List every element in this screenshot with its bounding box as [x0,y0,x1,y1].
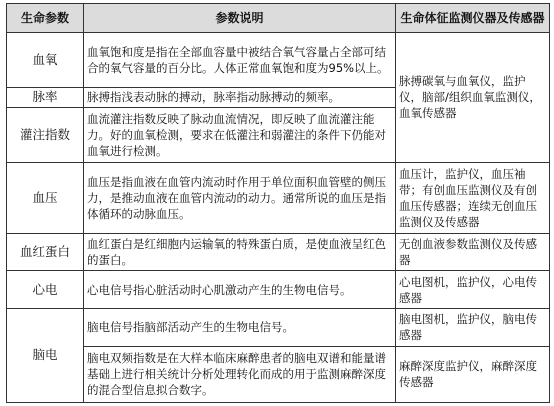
desc-eeg: 脑电信号指脑部活动产生的生物电信号。 [84,308,396,346]
vital-signs-table-container [6,3,549,403]
desc-perfusion: 血流灌注指数反映了脉动血流情况，即反映了血流灌注能力。好的血氧检测，要求在低灌注和弱灌注的条件下仍能对血氧进行检测。 [84,108,396,162]
desc-bp: 血压是指血液在血管内流动时作用于单位面积血管壁的侧压力，是推动血液在血管内流动的动力。通常所说的血压是指体循环的动脉血压。 [84,162,396,233]
param-hb: 血红蛋白 [7,233,84,271]
table-row-bp [7,162,550,233]
devices-bp: 血压计，监护仪，血压袖带；有创血压监测仪及有创血压传感器；连续无创血压监测仪及传感器 [396,162,550,233]
desc-spo2: 血氧饱和度是指在全部血容量中被结合氧气容量占全部可结合的氧气容量的百分比。人体正常血氧饱和度为95%以上。 [84,33,396,87]
header-devices: 生命体征监测仪器及传感器 [396,4,550,33]
desc-bis: 脑电双频指数是在大样本临床麻醉患者的脑电双谱和能量谱基础上进行相关统计分析处理转化而成的用于监测麻醉深度的混合型信息拟合数字。 [84,346,396,402]
table-row-ecg [7,271,550,309]
header-description: 参数说明 [84,4,396,33]
devices-oximetry: 脉搏碳氧与血氧仪，监护仪，脑部/组织血氧监测仪，血氧传感器 [396,33,550,163]
param-perfusion: 灌注指数 [7,108,84,162]
desc-ecg: 心电信号指心脏活动时心肌激动产生的生物电信号。 [84,271,396,309]
desc-pulse: 脉搏指浅表动脉的搏动，脉率指动脉搏动的频率。 [84,87,396,108]
devices-ecg: 心电图机，监护仪，心电传感器 [396,271,550,309]
param-pulse: 脉率 [7,87,84,108]
param-ecg: 心电 [7,271,84,309]
param-eeg: 脑电 [7,308,84,402]
devices-hb: 无创血液参数监测仪及传感器 [396,233,550,271]
table-row-spo2 [7,33,550,87]
header-param: 生命参数 [7,4,84,33]
table-row-hb [7,233,550,271]
param-spo2: 血氧 [7,33,84,87]
vital-signs-table [6,3,550,403]
table-header-row [7,4,550,33]
table-row-eeg [7,308,550,346]
desc-hb: 血红蛋白是红细胞内运输氧的特殊蛋白质，是使血液呈红色的蛋白。 [84,233,396,271]
param-bp: 血压 [7,162,84,233]
devices-bis: 麻醉深度监护仪，麻醉深度传感器 [396,346,550,402]
devices-eeg: 脑电图机，监护仪，脑电传感器 [396,308,550,346]
table-row-bis [7,346,550,402]
